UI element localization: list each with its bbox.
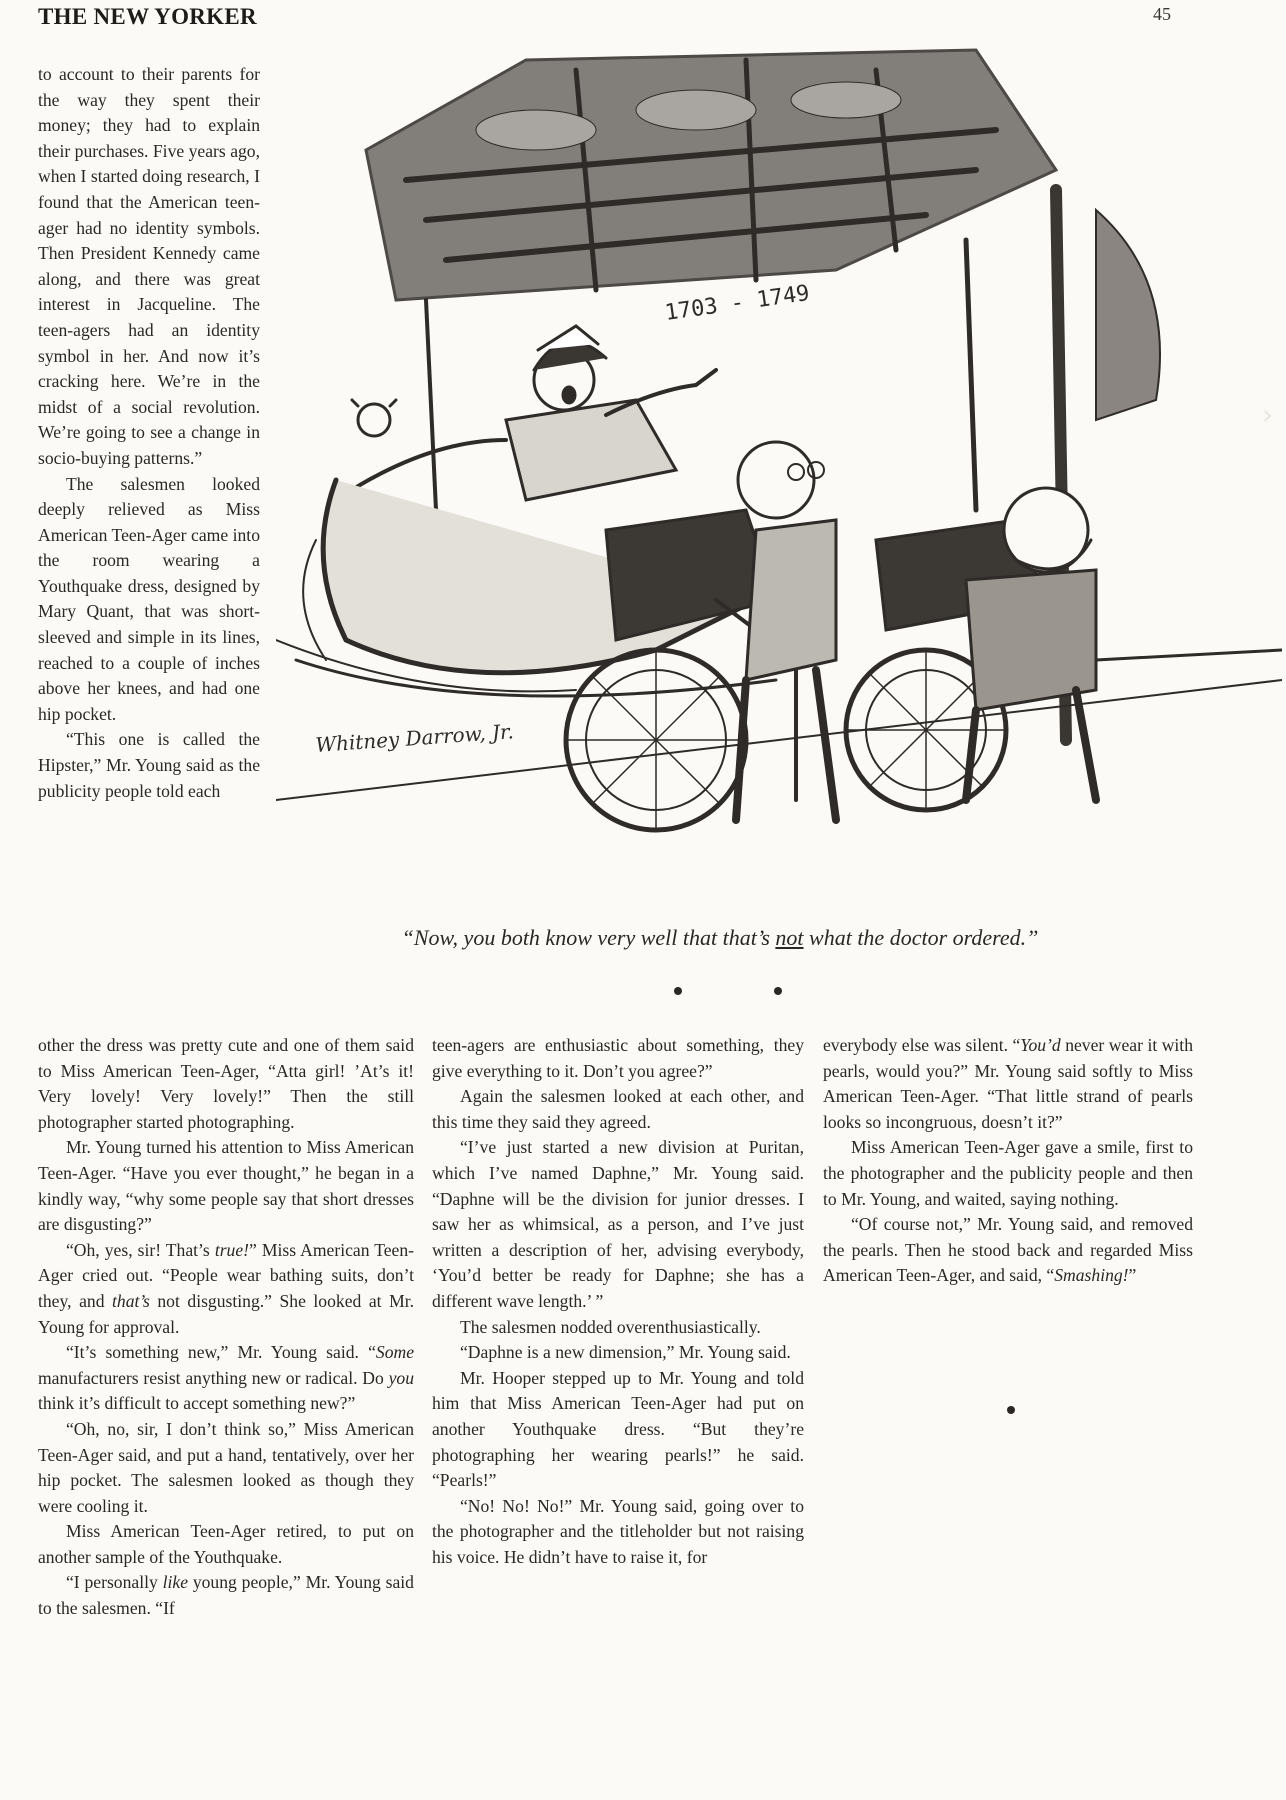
paragraph: Mr. Hooper stepped up to Mr. Young and told him that Miss American Teen-Ager had put on another Youthquake dress. “But they’re photographing her wearing pearls!” he said. “Pearls!” [432, 1367, 804, 1491]
caption-text-before: “Now, you both know very well that that’s [401, 925, 776, 950]
paragraph: “It’s something new,” Mr. Young said. “Some manufacturers resist anything new or radical. Do you think it’s difficult to accept something new?” [38, 1342, 414, 1414]
masthead: THE NEW YORKER [38, 4, 257, 29]
cartoon-illustration [276, 40, 1282, 910]
end-of-article-dot [1007, 1406, 1015, 1414]
paragraph: to account to their parents for the way they spent their money; they had to explain their purchases. Five years ago, when I started doing research, I found that the American teen-ager had no identity symbols. Then President Kennedy came along, and there was great interest in Jacqueline. The teen-agers had an identity symbol in her. And now it’s cracking here. We’re in the midst of a social revolution. We’re going to see a change in socio-buying patterns.” [38, 64, 260, 468]
paragraph: Miss American Teen-Ager gave a smile, first to the photographer and the publicity people and then to Mr. Young, and waited, saying nothing. [823, 1137, 1193, 1209]
paragraph: other the dress was pretty cute and one of them said to Miss American Teen-Ager, “Atta girl! ’At’s it! Very lovely! Very lovely!” Then the still photographer started photographing. [38, 1035, 414, 1132]
caption-text-after: what the doctor ordered.” [803, 925, 1039, 950]
paragraph: Miss American Teen-Ager retired, to put on another sample of the Youthquake. [38, 1521, 414, 1567]
paragraph: The salesmen nodded overenthusiastically. [460, 1316, 761, 1337]
column-2 [432, 1033, 804, 1570]
section-break-dot [674, 987, 682, 995]
paragraph: teen-agers are enthusiastic about something, they give everything to it. Don’t you agree?” [432, 1035, 804, 1081]
paragraph: “I’ve just started a new division at Puritan, which I’ve named Daphne,” Mr. Young said. “Daphne will be the division for junior dresses. I saw her as whimsical, as a person, and I’ve just written a description of her, advising everybody, ‘You’d better be ready for Daphne; she has a different wave length.’ ” [432, 1137, 804, 1311]
cartoon-caption [280, 925, 1160, 951]
column-1-top [38, 62, 260, 804]
paragraph: “Oh, yes, sir! That’s true!” Miss American Teen-Ager cried out. “People wear bathing suits, don’t they, and that’s not disgusting.” She looked at Mr. Young for approval. [38, 1239, 415, 1337]
paragraph: Mr. Young turned his attention to Miss American Teen-Ager. “Have you ever thought,” he began in a kindly way, “why some people say that short dresses are disgusting?” [38, 1137, 414, 1235]
paragraph: The salesmen looked deeply relieved as Miss American Teen-Ager came into the room wearing a Youthquake dress, designed by Mary Quant, that was short-sleeved and simple in its lines, reached to a couple of inches above her knees, and had one hip pocket. [38, 473, 260, 724]
paragraph: “Daphne is a new dimension,” Mr. Young said. [460, 1342, 791, 1363]
paragraph: everybody else was silent. “You’d never wear it with pearls, would you?” Mr. Young said softly to Miss American Teen-Ager. “That little strand of pearls looks so incongruous, doesn’t it?” [823, 1035, 1193, 1132]
chevron-right-icon[interactable]: › [1262, 398, 1274, 431]
paragraph: “Oh, no, sir, I don’t think so,” Miss American Teen-Ager said, and put a hand, tentatively, over her hip pocket. The salesmen looked as though they were cooling it. [38, 1418, 414, 1516]
paragraph: “No! No! No!” Mr. Young said, going over to the photographer and the titleholder but not raising his voice. He didn’t have to raise it, for [432, 1495, 804, 1567]
column-1-bottom [38, 1033, 414, 1622]
column-3 [823, 1033, 1193, 1289]
section-break-dot [774, 987, 782, 995]
paragraph: “I personally like young people,” Mr. Young said to the salesmen. “If [38, 1572, 414, 1619]
caption-underlined-word: not [775, 925, 804, 950]
paragraph: “Of course not,” Mr. Young said, and removed the pearls. Then he stood back and regarded Miss American Teen-Ager, and said, “Smashing!” [823, 1214, 1193, 1286]
paragraph: Again the salesmen looked at each other, and this time they said they agreed. [432, 1086, 804, 1132]
cartoon-signature: Whitney Darrow, Jr. [314, 719, 515, 757]
paragraph: “This one is called the Hipster,” Mr. Young said as the publicity people told each [38, 729, 260, 801]
page-number: 45 [1153, 4, 1171, 24]
wall-sign: 1703 - 1749 [663, 280, 812, 326]
